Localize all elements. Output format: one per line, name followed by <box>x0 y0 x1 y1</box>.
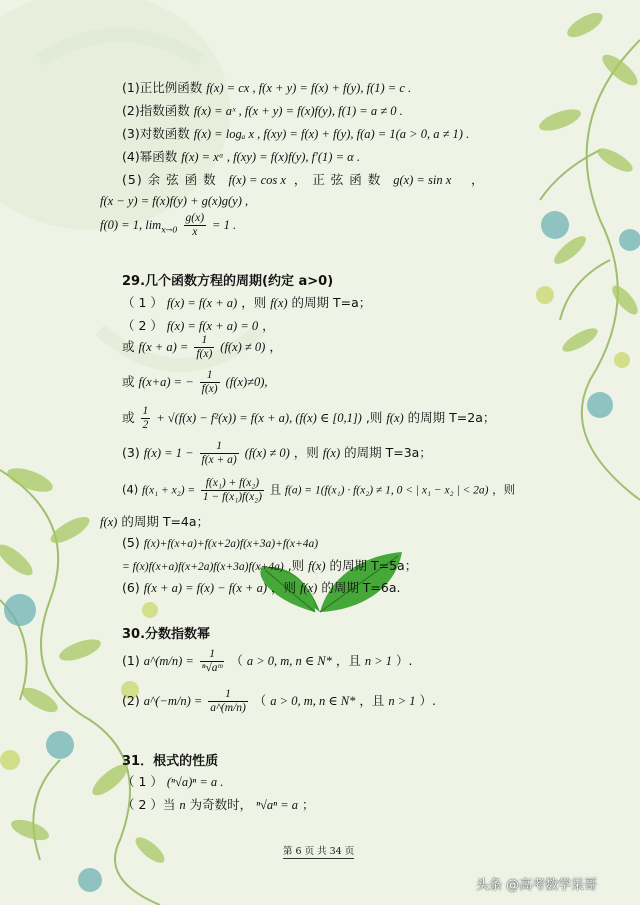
fraction <box>201 477 264 504</box>
item-label: (1) <box>122 653 140 668</box>
item-text: ； <box>302 797 315 812</box>
numerator: 1 <box>208 688 248 702</box>
math-expression: f(x) = cx , f(x + y) = f(x) + f(y), f(1) = c . <box>206 81 412 95</box>
period-item-2 <box>122 316 275 334</box>
fraction <box>208 688 248 715</box>
formula-line-power <box>122 147 360 165</box>
item-text: ， <box>471 172 484 187</box>
item-text: ,则 <box>287 558 305 573</box>
formula-line-cosine <box>122 170 484 188</box>
denominator: f(x) <box>196 348 213 360</box>
numerator: 1 <box>142 405 149 417</box>
item-label: （ 1 ） <box>122 295 163 310</box>
period-item-4 <box>122 477 515 504</box>
item-text: 的周期 T=5a； <box>329 558 418 573</box>
math-expression: f(x) <box>308 559 326 573</box>
numerator: 1 <box>200 648 224 662</box>
formula-line-exponential <box>122 101 403 119</box>
item-text: ，则 <box>293 445 319 460</box>
item-label: (5) 余 弦 函 数 <box>122 172 217 187</box>
math-expression: f(x) <box>322 446 341 460</box>
math-expression: n > 1 <box>364 654 393 668</box>
math-expression: ⁿ√aⁿ = a <box>256 798 299 812</box>
math-expression: a^(m/n) = <box>143 654 194 668</box>
math-expression: f(x) = f(x + a) <box>166 296 238 310</box>
math-expression: = f(x)f(x+a)f(x+2a)f(x+3a)f(x+4a) <box>122 561 284 573</box>
math-expression: f(x)+f(x+a)+f(x+2a)f(x+3a)+f(x+4a) <box>143 538 319 550</box>
formula-line-proportional <box>122 78 411 96</box>
period-item-1 <box>122 293 371 311</box>
math-expression: f(x) <box>100 515 118 529</box>
item-label: (4)幂函数 <box>122 149 178 164</box>
item-text: 的周期 T=3a； <box>344 445 432 460</box>
item-text: ，则 <box>270 580 296 595</box>
math-expression: a > 0, m, n ∈ N* <box>246 654 332 668</box>
item-text: （ <box>253 693 267 708</box>
period-item-4b <box>100 512 209 530</box>
math-expression: f(0) = 1, lim <box>100 218 162 232</box>
fraction <box>200 440 239 467</box>
period-item-3 <box>122 440 432 467</box>
math-expression: f(x) = cos x <box>228 173 286 187</box>
section-30-title: 30.分数指数幂 <box>122 627 211 642</box>
page-number: 第 6 页 共 34 页 <box>283 843 354 859</box>
item-text: 的周期 T=4a； <box>121 514 210 529</box>
numerator: f(x₁) + f(x₂) <box>201 477 264 491</box>
item-text: ， 正 弦 函 数 <box>293 172 382 187</box>
numerator: 1 <box>194 334 214 348</box>
fraction <box>184 212 207 239</box>
item-label: （ 2 ）当 <box>122 797 176 812</box>
period-item-2c <box>122 369 268 396</box>
right-vine-decoration <box>540 40 640 500</box>
denominator: 2 <box>142 419 149 431</box>
item-label: (5) <box>122 535 140 550</box>
numerator: 1 <box>200 440 239 454</box>
math-expression: f(a) = 1(f(x₁) · f(x₂) ≠ 1, 0 < | x₁ − x₂ | < 2a) <box>284 484 489 497</box>
period-item-5b <box>122 556 417 574</box>
period-item-6 <box>122 578 400 596</box>
item-text: 或 <box>122 339 135 354</box>
item-text: ，则 <box>241 295 267 310</box>
denominator: a^(m/n) <box>210 702 246 714</box>
radical-item-2 <box>122 795 315 813</box>
item-text: 的周期 T=2a； <box>407 410 496 425</box>
item-text: ，且 <box>359 693 385 708</box>
math-expression: a^(−m/n) = <box>143 694 203 708</box>
denominator: f(x + a) <box>201 454 237 466</box>
fraction <box>194 334 214 361</box>
denominator: 1 − f(x₁)f(x₂) <box>202 491 263 503</box>
math-expression: f(x + a) = <box>138 340 189 354</box>
section-31-title: 31．根式的性质 <box>122 754 219 769</box>
period-item-2d <box>122 405 495 432</box>
math-expression: + √(f(x) − f²(x)) = f(x + a), (f(x) ∈ [0,1]) <box>156 411 362 425</box>
numerator: g(x) <box>185 212 205 224</box>
math-expression: (ⁿ√a)ⁿ = a . <box>166 775 224 789</box>
period-item-2b <box>122 334 282 361</box>
math-expression: f(x + a) = f(x) − f(x + a) <box>143 581 267 595</box>
period-item-5 <box>122 535 318 550</box>
formula-line-logarithm <box>122 124 469 142</box>
math-expression: f(x) = 1 − <box>143 446 194 460</box>
item-text: 且 <box>269 482 282 497</box>
formula-line-cosine-identity <box>100 193 248 209</box>
item-label: (3) <box>122 445 140 460</box>
math-expression: f(x) = f(x + a) = 0 <box>166 319 259 333</box>
watermark: 头条 @高考数学呆哥 <box>476 878 598 893</box>
item-text: ，则 <box>492 482 516 497</box>
numerator: 1 <box>200 369 220 383</box>
math-expression: f(x+a) = − <box>138 375 194 389</box>
fraction <box>200 369 220 396</box>
item-label: (4) <box>122 482 139 497</box>
item-text: ）. <box>396 653 413 668</box>
math-expression: f(x) = xᵅ , f(xy) = f(x)f(y), f′(1) = α . <box>181 150 360 164</box>
fraction-exponent-item-1 <box>122 648 413 675</box>
section-29-title: 29.几个函数方程的周期(约定 a>0) <box>122 274 334 289</box>
denominator: f(x) <box>201 383 218 395</box>
item-label: （ 1 ） <box>122 774 163 789</box>
math-expression: g(x) = sin x <box>393 173 452 187</box>
math-expression: (f(x) ≠ 0) <box>244 446 290 460</box>
math-expression: (f(x) ≠ 0) <box>220 340 266 354</box>
item-label: (2) <box>122 693 140 708</box>
item-label: (1)正比例函数 <box>122 80 203 95</box>
item-text: （ <box>230 653 243 668</box>
item-label: (3)对数函数 <box>122 126 190 141</box>
math-expression: f(x) = aˣ , f(x + y) = f(x)f(y), f(1) = a ≠ 0 . <box>193 104 403 118</box>
item-text: ， <box>269 339 282 354</box>
item-text: ）. <box>419 693 436 708</box>
denominator: x <box>192 226 198 238</box>
item-text: 或 <box>122 410 135 425</box>
math-expression: f(x) <box>270 296 288 310</box>
math-expression: f(x) = logₐ x , f(xy) = f(x) + f(y), f(a) = 1(a > 0, a ≠ 1) . <box>193 127 470 141</box>
math-expression: f(x) <box>299 581 318 595</box>
math-expression: a > 0, m, n ∈ N* <box>270 694 356 708</box>
math-expression: f(x − y) = f(x)f(y) + g(x)g(y) , <box>100 194 249 208</box>
math-expression: f(x) <box>386 411 404 425</box>
item-text: 或 <box>122 374 135 389</box>
item-text: ,则 <box>365 410 383 425</box>
item-label: (2)指数函数 <box>122 103 190 118</box>
fraction-exponent-item-2 <box>122 688 436 715</box>
radical-item-1 <box>122 772 223 790</box>
item-label: （ 2 ） <box>122 318 163 333</box>
math-expression: (f(x)≠0), <box>225 375 268 389</box>
math-expression: f(x₁ + x₂) = <box>141 484 196 497</box>
math-expression: n <box>179 798 186 812</box>
math-expression: n > 1 <box>388 694 416 708</box>
fraction <box>141 405 151 432</box>
item-text: 的周期 T=6a. <box>321 580 401 595</box>
fraction <box>200 648 224 675</box>
denominator: ⁿ√aᵐ <box>201 662 223 674</box>
limit-subscript: x→0 <box>161 225 178 235</box>
item-label: (6) <box>122 580 140 595</box>
formula-line-limit <box>100 212 236 239</box>
item-text: ，且 <box>335 653 361 668</box>
item-text: ， <box>262 318 275 333</box>
math-expression: = 1 . <box>212 218 237 232</box>
item-text: 的周期 T=a； <box>291 295 372 310</box>
item-text: 为奇数时， <box>189 797 253 812</box>
